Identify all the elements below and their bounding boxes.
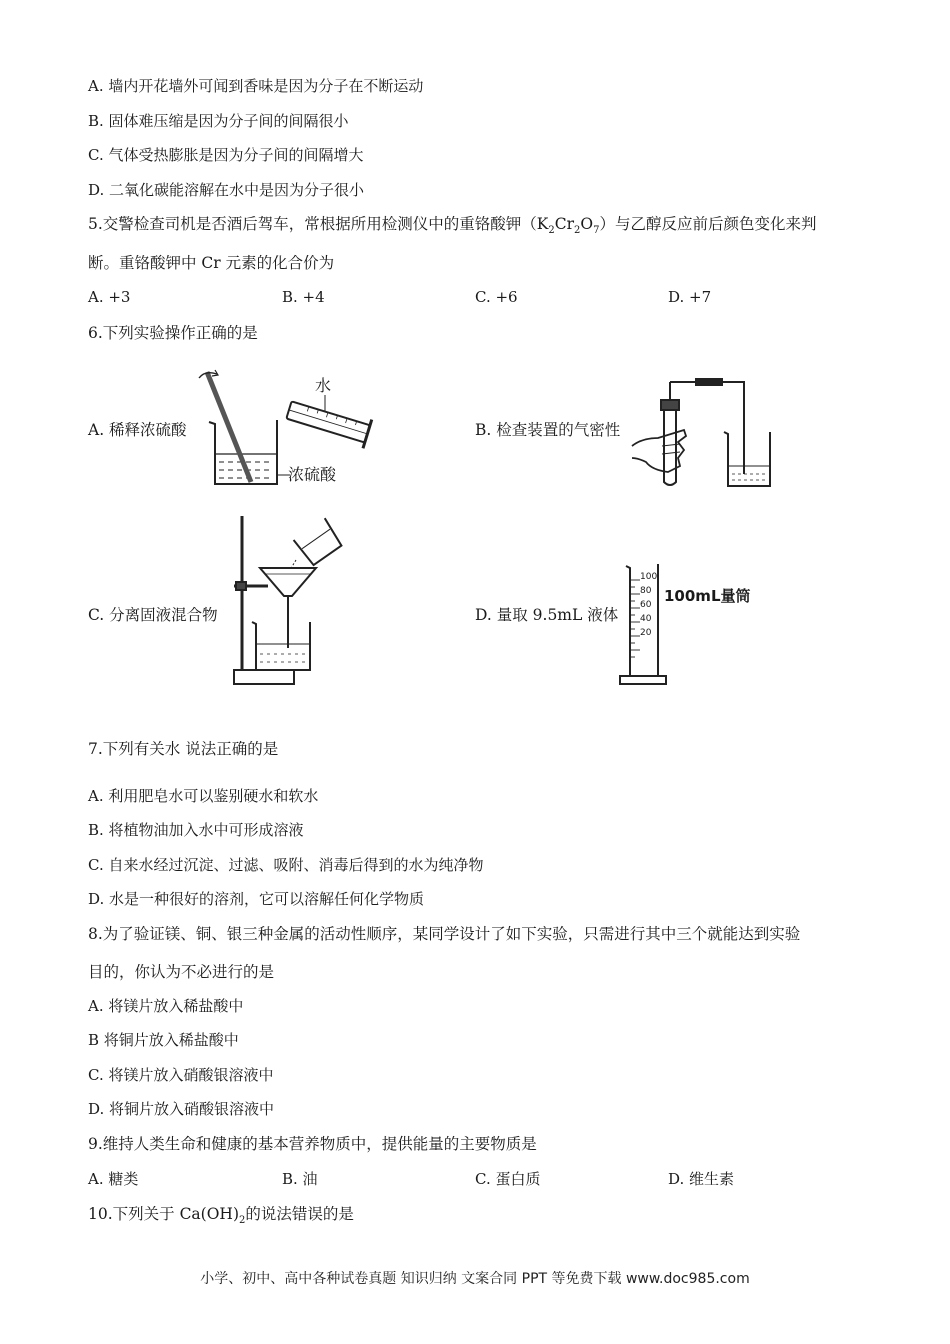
q10-stem: 10.下列关于 $Ca(OH)_2$的说法错误的是 bbox=[88, 1205, 354, 1227]
q9-option-a: A. 糖类 bbox=[88, 1170, 139, 1188]
q4-option-c: C. 气体受热膨胀是因为分子间的间隔增大 bbox=[88, 146, 364, 164]
q9-option-b: B. 油 bbox=[282, 1170, 318, 1188]
q7-option-c: C. 自来水经过沉淀、过滤、吸附、消毒后得到的水为纯净物 bbox=[88, 856, 484, 874]
q7-option-a: A. 利用肥皂水可以鉴别硬水和软水 bbox=[88, 787, 319, 805]
q9-option-d: D. 维生素 bbox=[668, 1170, 735, 1188]
q6-caption-d: D. 量取 9.5mL 液体 bbox=[475, 606, 619, 624]
q8-option-a: A. 将镁片放入稀盐酸中 bbox=[88, 997, 244, 1015]
q4-option-b: B. 固体难压缩是因为分子间的间隔很小 bbox=[88, 112, 349, 130]
q5-option-b: B. +4 bbox=[282, 288, 325, 306]
tick-100: 100 bbox=[640, 572, 658, 582]
figure-airtightness bbox=[628, 374, 778, 490]
q6-caption-a: A. 稀释浓硫酸 bbox=[88, 421, 187, 439]
q5-option-d: D. +7 bbox=[668, 288, 712, 306]
tick-80: 80 bbox=[640, 586, 652, 596]
q6-caption-c: C. 分离固液混合物 bbox=[88, 606, 218, 624]
label-conc-acid: 浓硫酸 bbox=[288, 465, 337, 484]
q5-option-c: C. +6 bbox=[475, 288, 518, 306]
q5-option-a: A. +3 bbox=[88, 288, 131, 306]
label-100ml-cylinder: 100mL量筒 bbox=[664, 587, 751, 605]
q4-option-d: D. 二氧化碳能溶解在水中是因为分子很小 bbox=[88, 181, 365, 199]
q5-stem-line1: 5.交警检查司机是否酒后驾车，常根据所用检测仪中的重铬酸钾$(K_2Cr_2O_7)$与乙醇反应前后颜色变化来判 bbox=[88, 215, 817, 237]
q8-stem-line2: 目的，你认为不必进行的是 bbox=[88, 963, 275, 981]
tick-20: 20 bbox=[640, 628, 652, 638]
q8-option-d: D. 将铜片放入硝酸银溶液中 bbox=[88, 1100, 275, 1118]
q9-option-c: C. 蛋白质 bbox=[475, 1170, 541, 1188]
page-footer: 小学、初中、高中各种试卷真题 知识归纳 文案合同 PPT 等免费下载 www.doc985.com bbox=[200, 1271, 750, 1287]
q7-option-b: B. 将植物油加入水中可形成溶液 bbox=[88, 821, 304, 839]
q7-stem: 7.下列有关水 说法正确的是 bbox=[88, 740, 279, 758]
q6-caption-b: B. 检查装置的气密性 bbox=[475, 421, 621, 439]
q5-stem-line2: 断。重铬酸钾中 Cr 元素的化合价为 bbox=[88, 254, 335, 272]
figure-filtration bbox=[230, 512, 380, 688]
q9-stem: 9.维持人类生命和健康的基本营养物质中，提供能量的主要物质是 bbox=[88, 1135, 537, 1153]
q8-stem-line1: 8.为了验证镁、铜、银三种金属的活动性顺序，某同学设计了如下实验，只需进行其中三个就能达到实验 bbox=[88, 925, 801, 943]
label-water: 水 bbox=[315, 376, 332, 395]
q8-option-b: B 将铜片放入稀盐酸中 bbox=[88, 1031, 239, 1049]
q6-stem: 6.下列实验操作正确的是 bbox=[88, 324, 258, 342]
q7-option-d: D. 水是一种很好的溶剂，它可以溶解任何化学物质 bbox=[88, 890, 425, 908]
q8-option-c: C. 将镁片放入硝酸银溶液中 bbox=[88, 1066, 274, 1084]
tick-40: 40 bbox=[640, 614, 652, 624]
tick-60: 60 bbox=[640, 600, 652, 610]
q4-option-a: A. 墙内开花墙外可闻到香味是因为分子在不断运动 bbox=[88, 77, 424, 95]
